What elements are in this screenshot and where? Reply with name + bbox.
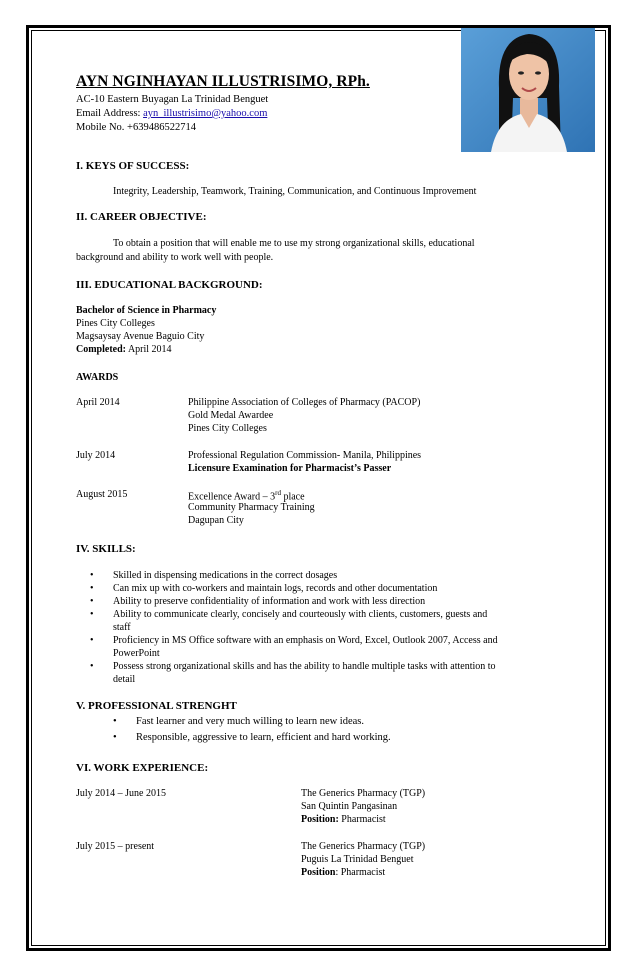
completed-label: Completed:: [76, 344, 126, 355]
position-value: : Pharmacist: [335, 867, 386, 878]
work-location: San Quintin Pangasinan: [301, 801, 398, 812]
skill-text: Possess strong organizational skills and has the ability to handle multiple tasks with attention to: [113, 661, 496, 672]
school-address: Magsaysay Avenue Baguio City: [76, 331, 205, 342]
work-company: The Generics Pharmacy (TGP): [301, 788, 426, 799]
award-date: July 2014: [76, 450, 116, 461]
work-company: The Generics Pharmacy (TGP): [301, 841, 426, 852]
email-link[interactable]: ayn_illustrisimo@yahoo.com: [143, 108, 268, 119]
bullet-icon: •: [90, 583, 94, 594]
awards-heading: AWARDS: [76, 372, 119, 383]
work-dates: July 2014 – June 2015: [76, 788, 166, 799]
skill-text: Ability to communicate clearly, concisely and courteously with clients, customers, guests and: [113, 609, 488, 620]
list-item: [113, 732, 391, 748]
skill-text: Skilled in dispensing medications in the correct dosages: [113, 570, 338, 581]
award-line: [188, 489, 305, 502]
award-line: Dagupan City: [188, 515, 244, 526]
award-text: place: [280, 491, 305, 503]
position-label: Position: [301, 867, 336, 878]
bullet-icon: •: [90, 570, 94, 581]
bullet-icon: •: [113, 716, 117, 727]
work-dates: July 2015 – present: [76, 841, 155, 852]
award-date: August 2015: [76, 489, 128, 500]
strength-text: Fast learner and very much willing to learn new ideas.: [136, 716, 365, 727]
skill-text: Can mix up with co-workers and maintain logs, records and other documentation: [113, 583, 438, 594]
award-line: Philippine Association of Colleges of Pharmacy (PACOP): [188, 397, 421, 408]
bullet-icon: •: [90, 661, 94, 672]
strength-list: [113, 716, 391, 748]
bullet-icon: •: [90, 609, 94, 620]
bullet-icon: •: [90, 596, 94, 607]
skills-heading: IV. SKILLS:: [76, 543, 136, 555]
strength-heading: V. PROFESSIONAL STRENGHT: [76, 700, 237, 712]
work-heading: VI. WORK EXPERIENCE:: [76, 762, 209, 774]
skills-list: [76, 569, 566, 686]
keys-text: Integrity, Leadership, Teamwork, Training, Communication, and Continuous Improvement: [113, 186, 477, 197]
position-label: Position:: [301, 814, 339, 825]
skill-text: Ability to preserve confidentiality of information and work with less direction: [113, 596, 426, 607]
award-line-bold: Licensure Examination for Pharmacist’s Passer: [188, 463, 392, 474]
email-label: Email Address:: [76, 108, 144, 119]
bullet-icon: •: [90, 635, 94, 646]
objective-line-1: To obtain a position that will enable me to use my strong organizational skills, educational: [113, 238, 475, 249]
award-line: Professional Regulation Commission- Manila, Philippines: [188, 450, 422, 461]
list-item: [76, 634, 566, 660]
award-line: Gold Medal Awardee: [188, 410, 274, 421]
objective-heading: II. CAREER OBJECTIVE:: [76, 211, 207, 223]
completed-value: April 2014: [126, 344, 172, 355]
objective-line-2: background and ability to work well with people.: [76, 252, 274, 263]
skill-text: PowerPoint: [113, 648, 160, 659]
applicant-name: AYN NGINHAYAN ILLUSTRISIMO, RPh.: [76, 73, 370, 90]
profile-photo: [461, 28, 595, 152]
skill-text: staff: [113, 622, 131, 633]
list-item: [76, 569, 566, 582]
work-location: Puguis La Trinidad Benguet: [301, 854, 414, 865]
education-heading: III. EDUCATIONAL BACKGROUND:: [76, 279, 263, 291]
email-line: [76, 108, 267, 119]
list-item: [76, 608, 566, 634]
school: Pines City Colleges: [76, 318, 155, 329]
completed: [76, 344, 172, 355]
award-line: Pines City Colleges: [188, 423, 267, 434]
award-superscript: rd: [275, 489, 281, 497]
mobile-number: Mobile No. +639486522714: [76, 122, 196, 133]
work-position: [301, 867, 385, 878]
skill-text: Proficiency in MS Office software with an emphasis on Word, Excel, Outlook 2007, Access and: [113, 635, 498, 646]
list-item: [76, 582, 566, 595]
list-item: [76, 595, 566, 608]
work-position: [301, 814, 386, 825]
award-line: Community Pharmacy Training: [188, 502, 315, 513]
degree: Bachelor of Science in Pharmacy: [76, 305, 217, 316]
list-item: [113, 716, 391, 732]
skill-text: detail: [113, 674, 136, 685]
position-value: Pharmacist: [338, 814, 386, 825]
list-item: [76, 660, 566, 686]
strength-text: Responsible, aggressive to learn, efficient and hard working.: [136, 732, 391, 743]
bullet-icon: •: [113, 732, 117, 743]
award-date: April 2014: [76, 397, 120, 408]
award-text: Excellence Award – 3: [188, 491, 276, 503]
keys-heading: I. KEYS OF SUCCESS:: [76, 160, 190, 172]
address: AC-10 Eastern Buyagan La Trinidad Benguet: [76, 94, 269, 105]
